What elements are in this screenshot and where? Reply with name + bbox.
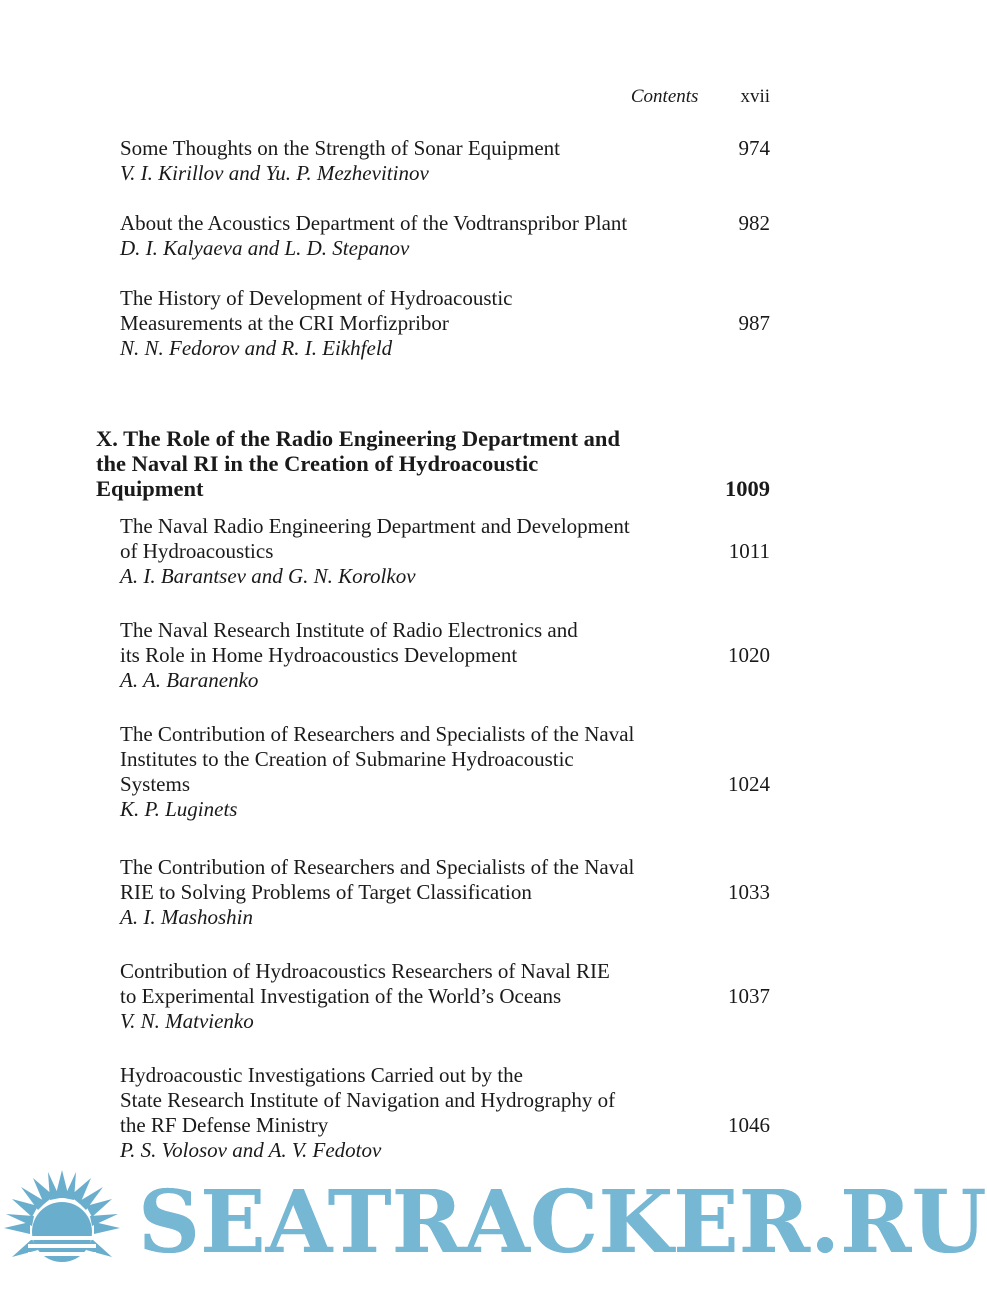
toc-entry[interactable] xyxy=(120,722,770,822)
entry-title-continued: the RF Defense Ministry xyxy=(120,1113,329,1137)
entry-page-number: 1033 xyxy=(728,880,770,904)
entry-authors: D. I. Kalyaeva and L. D. Stepanov xyxy=(120,236,410,260)
toc-entry[interactable] xyxy=(120,286,770,361)
entry-page-number: 982 xyxy=(738,211,770,235)
part-heading[interactable] xyxy=(96,426,770,501)
entry-authors: V. N. Matvienko xyxy=(120,1009,254,1033)
toc-entry[interactable] xyxy=(120,855,770,930)
entry-title: The History of Development of Hydroacoustic xyxy=(120,286,513,310)
sun-logo-icon xyxy=(4,1170,120,1262)
entry-title-continued: RIE to Solving Problems of Target Classification xyxy=(120,880,532,904)
entry-authors: P. S. Volosov and A. V. Fedotov xyxy=(120,1138,382,1162)
entry-page-number: 974 xyxy=(738,136,770,160)
entry-authors: V. I. Kirillov and Yu. P. Mezhevitinov xyxy=(120,161,429,185)
toc-entry[interactable] xyxy=(120,618,770,693)
entry-authors: N. N. Fedorov and R. I. Eikhfeld xyxy=(120,336,393,360)
part-page-number: 1009 xyxy=(725,476,770,501)
entry-title: The Naval Research Institute of Radio Electronics and xyxy=(120,618,578,642)
entry-page-number: 1011 xyxy=(728,539,770,563)
entry-title-continued: of Hydroacoustics xyxy=(120,539,274,563)
entry-title-continued: Systems xyxy=(120,772,191,796)
toc-entry[interactable] xyxy=(120,1063,770,1163)
entry-authors: K. P. Luginets xyxy=(120,797,238,821)
running-head-section: Contents xyxy=(630,86,699,107)
entry-title: The Contribution of Researchers and Specialists of the Naval xyxy=(120,855,635,879)
entry-title-continued: Institutes to the Creation of Submarine Hydroacoustic xyxy=(120,747,574,771)
entry-title-continued: to Experimental Investigation of the World’s Oceans xyxy=(120,984,562,1008)
entry-title-continued: Measurements at the CRI Morfizpribor xyxy=(120,311,449,335)
part-title-continued: Equipment xyxy=(96,476,204,501)
entry-title: The Contribution of Researchers and Specialists of the Naval xyxy=(120,722,635,746)
entry-authors: A. A. Baranenko xyxy=(120,668,259,692)
entry-page-number: 1024 xyxy=(728,772,770,796)
entry-page-number: 987 xyxy=(738,311,770,335)
running-head xyxy=(560,86,770,108)
toc-entry[interactable] xyxy=(120,211,770,261)
part-title: X. The Role of the Radio Engineering Department and xyxy=(96,426,620,451)
entry-page-number: 1037 xyxy=(728,984,770,1008)
entry-title: Hydroacoustic Investigations Carried out by the xyxy=(120,1063,523,1087)
entry-title-continued: its Role in Home Hydroacoustics Development xyxy=(120,643,518,667)
running-head-page-number: xvii xyxy=(740,86,770,107)
entry-page-number: 1020 xyxy=(728,643,770,667)
entry-title: The Naval Radio Engineering Department and Development xyxy=(120,514,630,538)
entry-title: Some Thoughts on the Strength of Sonar Equipment xyxy=(120,136,560,160)
entry-title: About the Acoustics Department of the Vodtranspribor Plant xyxy=(120,211,628,235)
toc-entry[interactable] xyxy=(120,514,770,589)
entry-authors: A. I. Mashoshin xyxy=(120,905,253,929)
watermark-text: SEATRACKER.RU xyxy=(138,1172,987,1273)
entry-authors: A. I. Barantsev and G. N. Korolkov xyxy=(120,564,416,588)
toc-entry[interactable] xyxy=(120,959,770,1034)
entry-title: Contribution of Hydroacoustics Researchers of Naval RIE xyxy=(120,959,610,983)
part-title-continued: the Naval RI in the Creation of Hydroacoustic xyxy=(96,451,539,476)
toc-entry[interactable] xyxy=(120,136,770,186)
entry-page-number: 1046 xyxy=(728,1113,770,1137)
entry-title-continued: State Research Institute of Navigation and Hydrography of xyxy=(120,1088,616,1112)
